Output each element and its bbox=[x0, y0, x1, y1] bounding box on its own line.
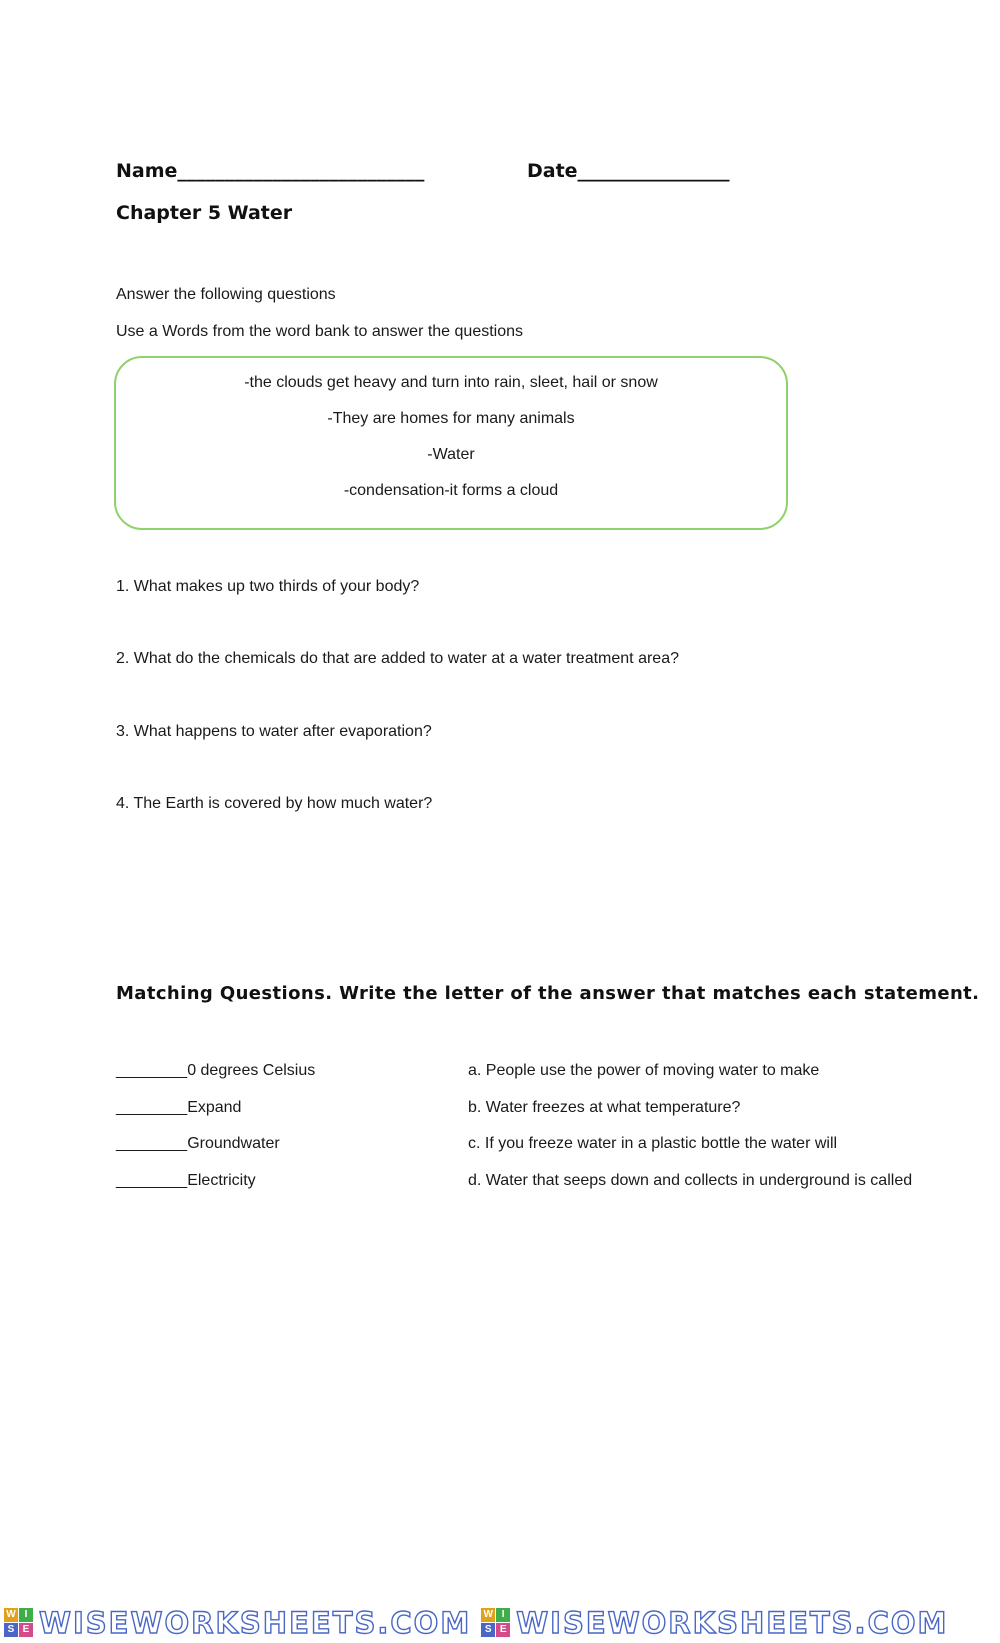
match-statement: c. If you freeze water in a plastic bottle the water will bbox=[468, 1135, 838, 1152]
logo-letter: I bbox=[19, 1608, 33, 1622]
watermark-text: WISEWORKSHEETS.COM bbox=[516, 1605, 949, 1640]
word-bank-item: -condensation-it forms a cloud bbox=[343, 482, 559, 499]
watermark-block bbox=[4, 1606, 471, 1640]
logo-letter: E bbox=[496, 1623, 510, 1637]
instruction-answer: Answer the following questions bbox=[116, 286, 336, 303]
logo-letter: S bbox=[481, 1623, 495, 1637]
word-bank-box bbox=[114, 356, 788, 530]
word-bank-item: -the clouds get heavy and turn into rain, sleet, hail or snow bbox=[244, 374, 658, 391]
match-term-blank: ________Electricity bbox=[116, 1172, 256, 1189]
watermark-text: WISEWORKSHEETS.COM bbox=[39, 1605, 472, 1640]
logo-letter: I bbox=[496, 1608, 510, 1622]
word-bank-item: -Water bbox=[427, 446, 475, 463]
question-4: 4. The Earth is covered by how much water? bbox=[116, 795, 433, 812]
logo-letter: W bbox=[4, 1608, 18, 1622]
logo-letter: E bbox=[19, 1623, 33, 1637]
wise-logo-icon bbox=[4, 1608, 33, 1637]
match-term-blank: ________Groundwater bbox=[116, 1135, 280, 1152]
match-statement: a. People use the power of moving water to make bbox=[468, 1062, 820, 1079]
word-bank-item: -They are homes for many animals bbox=[327, 410, 575, 427]
match-term-blank: ________Expand bbox=[116, 1099, 242, 1116]
match-term-blank: ________0 degrees Celsius bbox=[116, 1062, 316, 1079]
logo-letter: W bbox=[481, 1608, 495, 1622]
matching-heading: Matching Questions. Write the letter of the answer that matches each statement. bbox=[116, 983, 980, 1004]
question-1: 1. What makes up two thirds of your body? bbox=[116, 578, 420, 595]
date-field-line: Date________________ bbox=[527, 160, 730, 182]
question-3: 3. What happens to water after evaporation? bbox=[116, 723, 432, 740]
watermark-block bbox=[481, 1606, 948, 1640]
question-2: 2. What do the chemicals do that are added to water at a water treatment area? bbox=[116, 650, 679, 667]
instruction-word-bank: Use a Words from the word bank to answer the questions bbox=[116, 323, 524, 340]
chapter-title: Chapter 5 Water bbox=[116, 202, 293, 224]
footer-watermark bbox=[0, 1602, 1000, 1643]
match-statement: d. Water that seeps down and collects in underground is called bbox=[468, 1172, 913, 1189]
wise-logo-icon bbox=[481, 1608, 510, 1637]
logo-letter: S bbox=[4, 1623, 18, 1637]
match-statement: b. Water freezes at what temperature? bbox=[468, 1099, 741, 1116]
name-field-line: Name__________________________ bbox=[116, 160, 425, 182]
